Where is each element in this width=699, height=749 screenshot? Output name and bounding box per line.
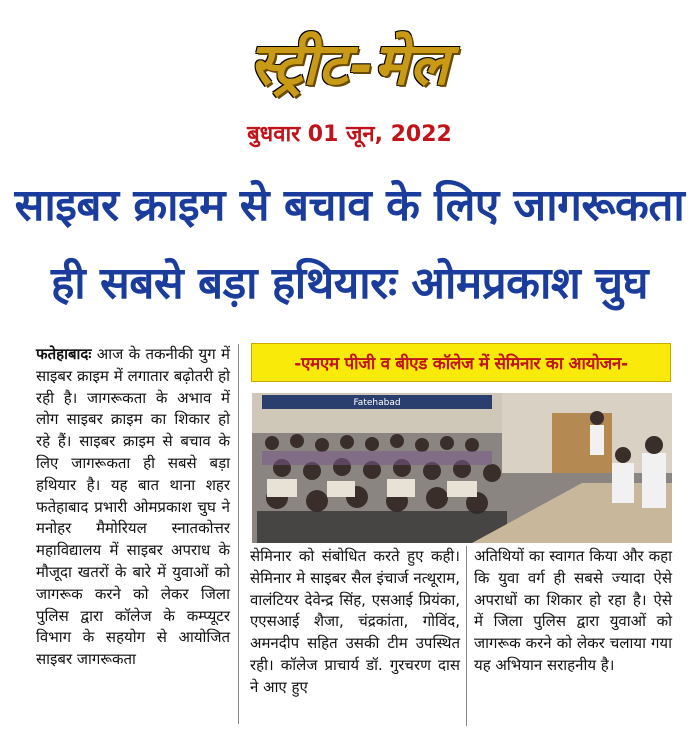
- dateline: बुधवार 01 जून, 2022: [247, 122, 452, 147]
- masthead: [0, 22, 699, 101]
- newspaper-title: स्ट्रीट-मेल: [249, 30, 450, 98]
- article-text-1: आज के तकनीकी युग में साइबर क्राइम में लगातार बढ़ोतरी हो रही है। जागरूकता के अभाव में लोग साइबर क्राइम का शिकार हो रहे हैं। साइबर क्राइम से बचाव के लिए जागरूकता ही सबसे बड़ा हथियार है। यह बात थाना शहर फतेहाबाद प्रभारी ओमप्रकाश चुघ ने मनोहर मैमोरियल स्नातकोत्तर महाविद्यालय में साइबर अपराध के मौजूदा खतरों के बारे में युवाओं को जागरूक करने को लेकर जिला पुलिस द्वारा कॉलेज के कम्प्यूटर विभाग के सहयोग से आयोजित साइबर जागरूकता: [36, 345, 230, 669]
- column-divider: [466, 546, 467, 726]
- column-divider: [238, 344, 239, 724]
- headline-line-1: साइबर क्राइम से बचाव के लिए जागरूकता: [14, 180, 685, 231]
- headline-line-2: ही सबसे बड़ा हथियारः ओमप्रकाश चुघ: [50, 258, 649, 309]
- seminar-photo-image: [252, 393, 672, 543]
- dateline-place: फतेहाबादः: [36, 345, 92, 363]
- article-column-2: सेमिनार को संबोधित करते हुए कही। सेमिनार मे साइबर सैल इंचार्ज नत्थूराम, वालंटियर देवेन्द्र सिंह, एसआई प्रियंका, एएसआई शैजा, चंद्रकांता, गोविंद, अमनदीप सहित उसकी टीम उपस्थित रही। कॉलेज प्राचार्य डॉ. गुरचरण दास ने आए हुए: [250, 547, 460, 696]
- article-column-3: अतिथियों का स्वागत किया और कहा कि युवा वर्ग ही सबसे ज्यादा ऐसे अपराधों का शिकार हो रहा है। ऐसे में जिला पुलिस द्वारा युवाओं को जागरूक करने को लेकर चलाया गया यह अभियान सराहनीय है।: [474, 547, 672, 674]
- photo-banner-text: Fatehabad: [353, 398, 401, 408]
- seminar-photo: [252, 393, 672, 543]
- article-column-1: [36, 344, 230, 671]
- subheadline: -एमएम पीजी व बीएड कॉलेज में सेमिनार का आयोजन-: [251, 343, 671, 382]
